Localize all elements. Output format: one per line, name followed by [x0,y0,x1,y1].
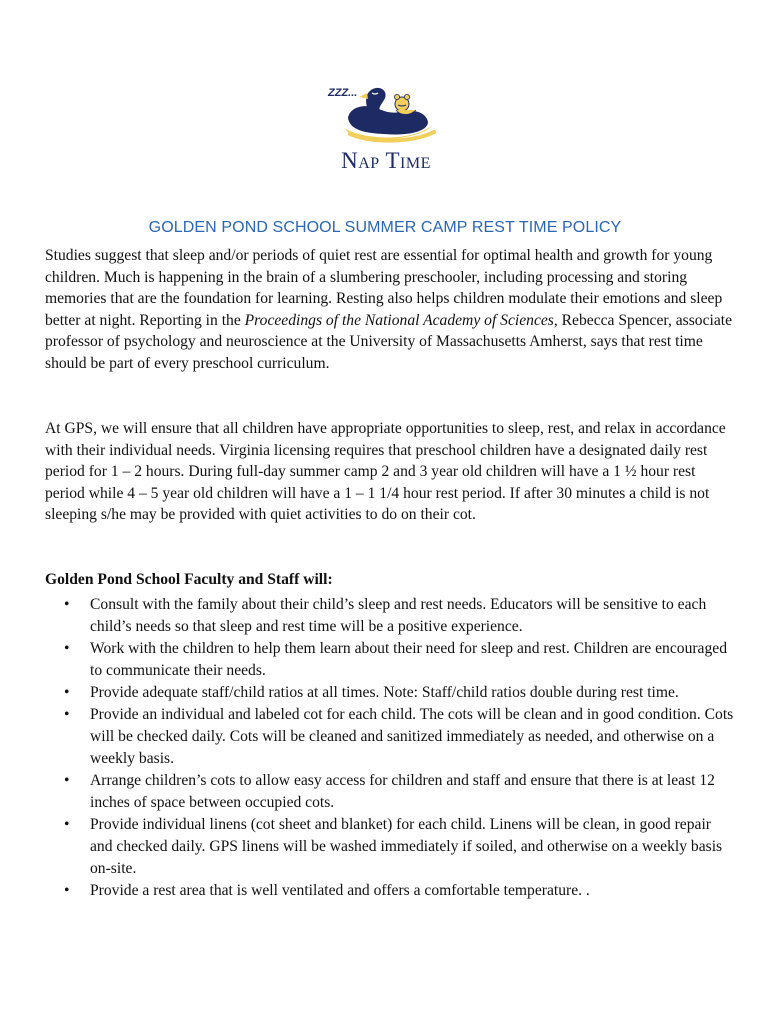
bullet-icon: • [64,684,70,702]
intro-text-end: , Rebecca Spencer, associate professor of psychology and neuroscience at the University of Massachusetts Amherst, says that rest time should be part of every preschool curriculum. [45,311,733,372]
bullet-icon: • [64,816,70,834]
logo-text: Nap Time [341,148,431,173]
list-item [45,704,735,769]
list-item-text: Provide individual linens (cot sheet and blanket) for each child. Linens will be clean, in good repair and checked daily. GPS linens will be washed immediately if soiled, and otherwise on a weekly basis on-site. [90,816,723,878]
list-item [45,814,735,879]
list-item [45,880,735,902]
list-item-text: Provide adequate staff/child ratios at all times. Note: Staff/child ratios double during rest time. [90,684,679,702]
bullet-icon: • [64,706,70,724]
list-item [45,682,735,704]
bullet-icon: • [64,882,70,900]
journal-name: Proceedings of the National Academy of Sciences [244,311,554,329]
list-item [45,638,735,682]
section-heading: Golden Pond School Faculty and Staff will: [45,571,333,588]
bullet-icon: • [64,596,70,613]
list-item [45,594,735,638]
intro-text-start: Studies suggest that sleep and/or periods of quiet rest are essential for optimal health and growth for young children. Much is happening in the brain of a slumbering preschooler, including processing and storing memories that are the foundation for learning. Resting also helps children modulate their emotions and sleep better at night. Reporting in the [45,247,723,329]
page-title: GOLDEN POND SCHOOL SUMMER CAMP REST TIME POLICY [148,219,622,236]
list-item-text: Provide a rest area that is well ventilated and offers a comfortable temperature. . [90,882,590,900]
list-item-text: Consult with the family about their child’s sleep and rest needs. Educators will be sensitive to each child’s needs so that sleep and rest time will be a positive experience. [90,596,707,635]
bullet-icon: • [64,772,70,790]
list-item-text: Arrange children’s cots to allow easy access for children and staff and ensure that there is at least 12 inches of space between occupied cots. [90,772,715,812]
list-item-text: Work with the children to help them learn about their need for sleep and rest. Children are encouraged to communicate their needs. [90,640,727,679]
bullet-icon: • [64,640,70,658]
policy-paragraph: At GPS, we will ensure that all children have appropriate opportunities to sleep, rest, and relax in accordance with their individual needs. Virginia licensing requires that preschool children have a designated daily rest period for 1 – 2 hours. During full-day summer camp 2 and 3 year old children will have a 1 ½ hour rest period while 4 – 5 year old children will have a 1 – 1 1/4 hour rest period. If after 30 minutes a child is not sleeping s/he may be provided with quiet activities to do on their cot. [45,420,726,524]
responsibilities-list [45,594,735,903]
nap-time-logo [314,78,458,186]
sleeping-duck-icon [314,78,458,150]
intro-paragraph [45,245,735,375]
zzz-label: ZZZ... [328,87,358,99]
list-item [45,770,735,814]
list-item-text: Provide an individual and labeled cot for each child. The cots will be clean and in good condition. Cots will be checked daily. Cots will be cleaned and sanitized immediately as needed, and otherwise on a weekly basis. [90,706,734,768]
